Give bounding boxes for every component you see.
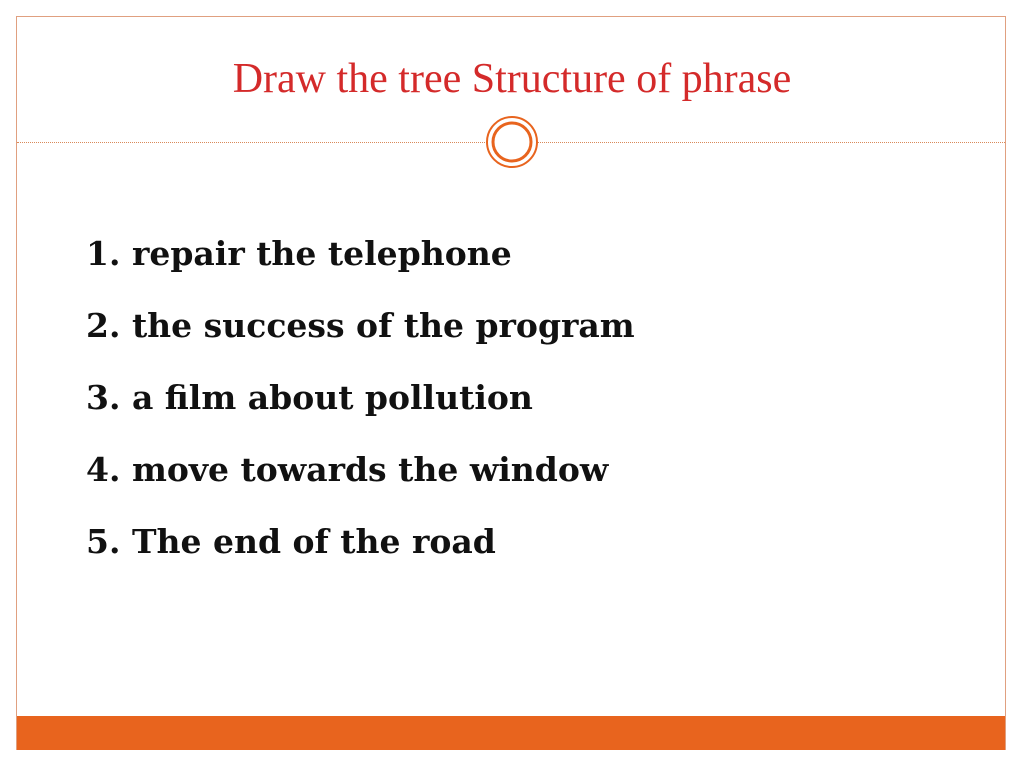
double-circle-icon [486,116,538,168]
phrase-list [86,228,635,588]
list-item: 3. a film about pollution [86,378,533,417]
list-item: 1. repair the telephone [86,234,512,273]
list-item: 4. move towards the window [86,450,609,489]
slide-title: Draw the tree Structure of phrase [232,56,792,102]
footer-accent-bar [17,716,1005,750]
list-item: 2. the success of the program [86,306,635,345]
list-item: 5. The end of the road [86,522,496,561]
